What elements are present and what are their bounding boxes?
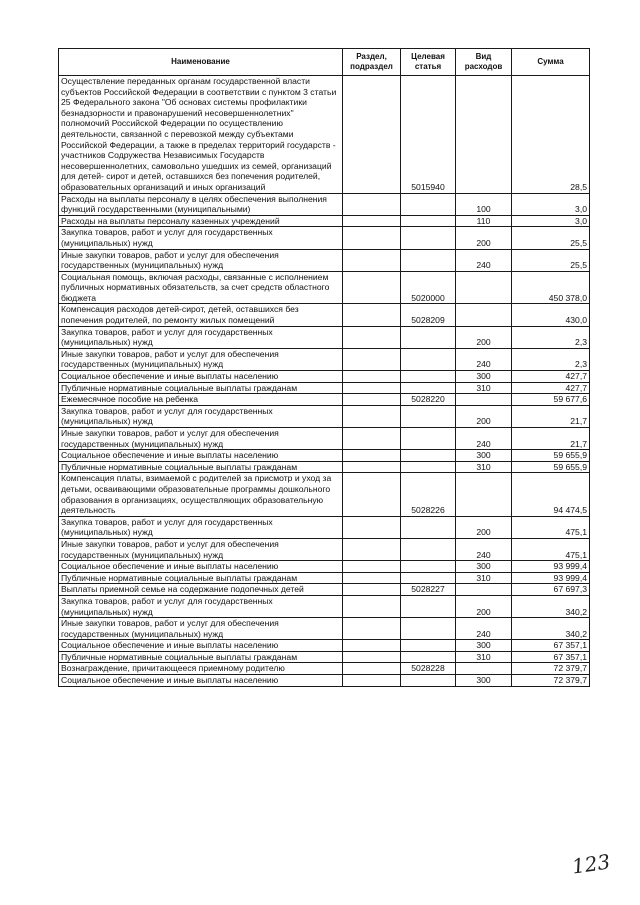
table-header-row	[59, 49, 590, 76]
cell-target	[401, 382, 456, 394]
cell-sum: 94 474,5	[512, 473, 590, 516]
cell-sum: 93 999,4	[512, 572, 590, 584]
cell-expense: 310	[456, 461, 512, 473]
table-row	[59, 584, 590, 596]
table-row	[59, 371, 590, 383]
cell-name: Иные закупки товаров, работ и услуг для обеспечения государственных (муниципальных) нужд	[59, 538, 343, 560]
cell-sum: 427,7	[512, 382, 590, 394]
cell-sum: 340,2	[512, 595, 590, 617]
cell-section	[343, 394, 401, 406]
cell-expense: 300	[456, 561, 512, 573]
cell-sum: 59 655,9	[512, 450, 590, 462]
cell-sum: 450 378,0	[512, 271, 590, 304]
cell-target: 5015940	[401, 76, 456, 194]
cell-expense: 110	[456, 215, 512, 227]
cell-section	[343, 215, 401, 227]
cell-sum: 67 357,1	[512, 640, 590, 652]
cell-target	[401, 651, 456, 663]
cell-sum: 67 697,3	[512, 584, 590, 596]
cell-target	[401, 640, 456, 652]
cell-sum: 21,7	[512, 428, 590, 450]
table-row	[59, 227, 590, 249]
table-row	[59, 675, 590, 687]
cell-name: Закупка товаров, работ и услуг для государственных (муниципальных) нужд	[59, 595, 343, 617]
table-row	[59, 326, 590, 348]
cell-target	[401, 450, 456, 462]
table-row	[59, 450, 590, 462]
cell-name: Вознаграждение, причитающееся приемному родителю	[59, 663, 343, 675]
cell-sum: 28,5	[512, 76, 590, 194]
cell-expense	[456, 663, 512, 675]
cell-target	[401, 215, 456, 227]
cell-section	[343, 651, 401, 663]
cell-section	[343, 271, 401, 304]
cell-sum: 67 357,1	[512, 651, 590, 663]
table-row	[59, 193, 590, 215]
cell-section	[343, 428, 401, 450]
cell-expense: 100	[456, 193, 512, 215]
cell-target	[401, 371, 456, 383]
table-row	[59, 651, 590, 663]
cell-target: 5028226	[401, 473, 456, 516]
cell-section	[343, 595, 401, 617]
cell-target	[401, 428, 456, 450]
cell-expense: 300	[456, 371, 512, 383]
table-row	[59, 618, 590, 640]
cell-sum: 430,0	[512, 304, 590, 326]
table-row	[59, 428, 590, 450]
header-name: Наименование	[59, 49, 343, 76]
table-row	[59, 538, 590, 560]
cell-name: Закупка товаров, работ и услуг для государственных (муниципальных) нужд	[59, 516, 343, 538]
cell-sum: 427,7	[512, 371, 590, 383]
cell-target	[401, 538, 456, 560]
page-number: 123	[570, 849, 612, 879]
cell-name: Публичные нормативные социальные выплаты гражданам	[59, 651, 343, 663]
table-row	[59, 461, 590, 473]
cell-expense: 240	[456, 428, 512, 450]
table-row	[59, 572, 590, 584]
cell-target: 5020000	[401, 271, 456, 304]
cell-name: Иные закупки товаров, работ и услуг для обеспечения государственных (муниципальных) нужд	[59, 348, 343, 370]
cell-section	[343, 516, 401, 538]
cell-sum: 340,2	[512, 618, 590, 640]
cell-sum: 72 379,7	[512, 675, 590, 687]
table-row	[59, 271, 590, 304]
cell-target	[401, 461, 456, 473]
table-row	[59, 394, 590, 406]
cell-target	[401, 618, 456, 640]
cell-sum: 2,3	[512, 348, 590, 370]
header-expense: Вид расходов	[456, 49, 512, 76]
cell-name: Социальное обеспечение и иные выплаты населению	[59, 640, 343, 652]
cell-sum: 21,7	[512, 405, 590, 427]
cell-target: 5028220	[401, 394, 456, 406]
header-sum: Сумма	[512, 49, 590, 76]
cell-expense	[456, 304, 512, 326]
cell-expense	[456, 271, 512, 304]
cell-sum: 3,0	[512, 215, 590, 227]
cell-target: 5028227	[401, 584, 456, 596]
cell-sum: 59 655,9	[512, 461, 590, 473]
cell-expense: 200	[456, 227, 512, 249]
cell-target	[401, 227, 456, 249]
cell-sum: 93 999,4	[512, 561, 590, 573]
cell-expense: 240	[456, 538, 512, 560]
table-row	[59, 76, 590, 194]
cell-name: Расходы на выплаты персоналу казенных учреждений	[59, 215, 343, 227]
cell-section	[343, 304, 401, 326]
cell-name: Компенсация расходов детей-сирот, детей, оставшихся без попечения родителей, по ремонту жилых помещений	[59, 304, 343, 326]
cell-expense: 300	[456, 675, 512, 687]
cell-section	[343, 584, 401, 596]
cell-section	[343, 461, 401, 473]
cell-name: Закупка товаров, работ и услуг для государственных (муниципальных) нужд	[59, 326, 343, 348]
cell-expense: 310	[456, 651, 512, 663]
cell-sum: 25,5	[512, 227, 590, 249]
cell-name: Социальное обеспечение и иные выплаты населению	[59, 450, 343, 462]
cell-name: Выплаты приемной семье на содержание подопечных детей	[59, 584, 343, 596]
cell-expense	[456, 473, 512, 516]
cell-name: Социальное обеспечение и иные выплаты населению	[59, 675, 343, 687]
cell-section	[343, 618, 401, 640]
cell-target	[401, 516, 456, 538]
cell-sum: 59 677,6	[512, 394, 590, 406]
cell-name: Ежемесячное пособие на ребенка	[59, 394, 343, 406]
cell-section	[343, 326, 401, 348]
budget-table	[58, 48, 590, 687]
cell-section	[343, 561, 401, 573]
header-section: Раздел, подраздел	[343, 49, 401, 76]
cell-section	[343, 249, 401, 271]
cell-section	[343, 663, 401, 675]
table-row	[59, 663, 590, 675]
cell-target	[401, 561, 456, 573]
table-row	[59, 640, 590, 652]
table-row	[59, 215, 590, 227]
cell-name: Социальное обеспечение и иные выплаты населению	[59, 561, 343, 573]
cell-section	[343, 675, 401, 687]
table-row	[59, 405, 590, 427]
cell-target: 5028228	[401, 663, 456, 675]
table-row	[59, 382, 590, 394]
cell-target	[401, 326, 456, 348]
cell-sum: 3,0	[512, 193, 590, 215]
cell-sum: 72 379,7	[512, 663, 590, 675]
cell-expense: 200	[456, 516, 512, 538]
cell-sum: 25,5	[512, 249, 590, 271]
table-row	[59, 304, 590, 326]
cell-sum: 475,1	[512, 516, 590, 538]
cell-sum: 2,3	[512, 326, 590, 348]
table-row	[59, 348, 590, 370]
cell-target	[401, 572, 456, 584]
cell-target	[401, 348, 456, 370]
cell-section	[343, 371, 401, 383]
cell-section	[343, 640, 401, 652]
cell-name: Закупка товаров, работ и услуг для государственных (муниципальных) нужд	[59, 405, 343, 427]
cell-name: Социальное обеспечение и иные выплаты населению	[59, 371, 343, 383]
cell-section	[343, 405, 401, 427]
cell-section	[343, 193, 401, 215]
cell-expense: 300	[456, 640, 512, 652]
cell-section	[343, 227, 401, 249]
cell-expense: 300	[456, 450, 512, 462]
cell-expense: 240	[456, 249, 512, 271]
cell-target	[401, 249, 456, 271]
cell-target	[401, 405, 456, 427]
cell-name: Расходы на выплаты персоналу в целях обеспечения выполнения функций государственными (муниципальными)	[59, 193, 343, 215]
cell-name: Публичные нормативные социальные выплаты гражданам	[59, 461, 343, 473]
cell-section	[343, 348, 401, 370]
cell-expense: 310	[456, 382, 512, 394]
cell-sum: 475,1	[512, 538, 590, 560]
cell-name: Публичные нормативные социальные выплаты гражданам	[59, 572, 343, 584]
cell-expense: 310	[456, 572, 512, 584]
cell-name: Иные закупки товаров, работ и услуг для обеспечения государственных (муниципальных) нужд	[59, 428, 343, 450]
table-row	[59, 249, 590, 271]
cell-name: Иные закупки товаров, работ и услуг для обеспечения государственных (муниципальных) нужд	[59, 249, 343, 271]
table-body	[59, 76, 590, 687]
cell-target: 5028209	[401, 304, 456, 326]
cell-section	[343, 538, 401, 560]
cell-expense	[456, 584, 512, 596]
table-row	[59, 516, 590, 538]
cell-target	[401, 595, 456, 617]
cell-expense: 200	[456, 595, 512, 617]
cell-expense: 240	[456, 348, 512, 370]
cell-name: Закупка товаров, работ и услуг для государственных (муниципальных) нужд	[59, 227, 343, 249]
cell-section	[343, 450, 401, 462]
table-row	[59, 473, 590, 516]
cell-target	[401, 675, 456, 687]
cell-expense	[456, 76, 512, 194]
cell-name: Социальная помощь, включая расходы, связанные с исполнением публичных нормативных обязательств, за счет средств областного бюджета	[59, 271, 343, 304]
cell-expense: 200	[456, 326, 512, 348]
cell-section	[343, 382, 401, 394]
header-target: Целевая статья	[401, 49, 456, 76]
cell-name: Иные закупки товаров, работ и услуг для обеспечения государственных (муниципальных) нужд	[59, 618, 343, 640]
cell-expense	[456, 394, 512, 406]
cell-expense: 240	[456, 618, 512, 640]
cell-section	[343, 572, 401, 584]
cell-section	[343, 76, 401, 194]
cell-name: Публичные нормативные социальные выплаты гражданам	[59, 382, 343, 394]
table-row	[59, 595, 590, 617]
cell-target	[401, 193, 456, 215]
cell-name: Осуществление переданных органам государственной власти субъектов Российской Федерации в соответствии с пунктом 3 статьи 25 Федерального закона "Об основах системы профилактики безнадзорности и правонарушений несовершеннолетних" полномочий Российской Федерации по осуществлению деятельности, связанной с перевозкой между субъектами Российской Федерации, а также в пределах территорий государств - участников Содружества Независимых Государств несовершеннолетних, самовольно ушедших из семей, организаций для детей- сирот и детей, оставшихся без попечения родителей, образовательных организаций и иных организаций	[59, 76, 343, 194]
table-row	[59, 561, 590, 573]
cell-section	[343, 473, 401, 516]
cell-expense: 200	[456, 405, 512, 427]
cell-name: Компенсация платы, взимаемой с родителей за присмотр и уход за детьми, осваивающими образовательные программы дошкольного образования в организациях, осуществляющих образовательную деятельность	[59, 473, 343, 516]
